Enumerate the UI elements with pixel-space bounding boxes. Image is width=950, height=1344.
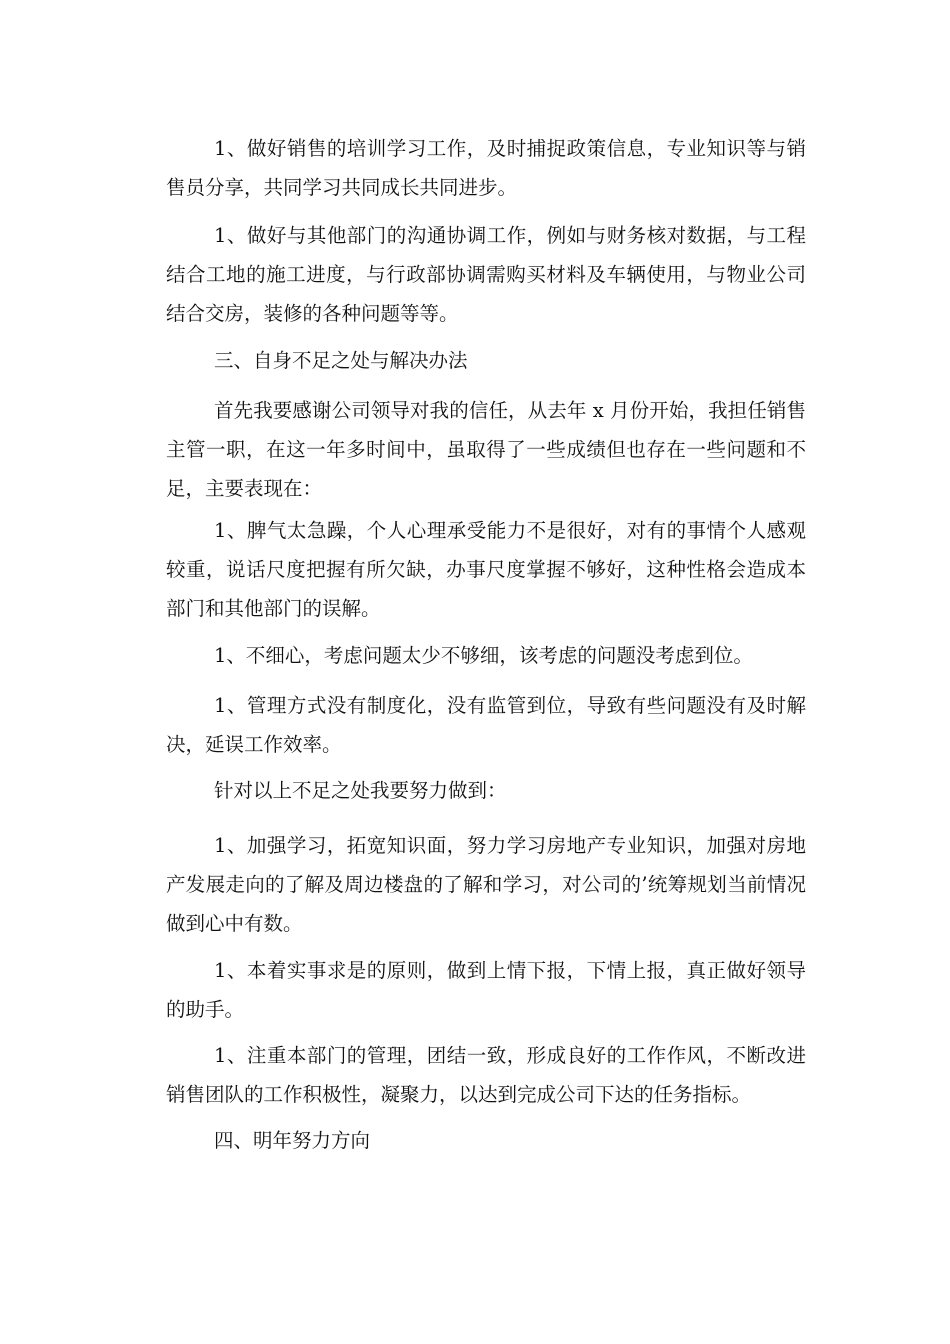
paragraph-improvement-intro: 针对以上不足之处我要努力做到： <box>214 779 507 802</box>
paragraph-department-coordination: 1、做好与其他部门的沟通协调工作，例如与财务核对数据，与工程结合工地的施工进度，与行政部协调需购买材料及车辆使用，与物业公司结合交房，装修的各种问题等等。 <box>166 224 806 325</box>
paragraph-realistic-principle: 1、本着实事求是的原则，做到上情下报，下情上报，真正做好领导的助手。 <box>166 959 806 1021</box>
paragraph-gratitude: 首先我要感谢公司领导对我的信任，从去年 x 月份开始，我担任销售主管一职，在这一年多时间中，虽取得了一些成绩但也存在一些问题和不足，主要表现在： <box>166 399 806 500</box>
section-heading-next-year: 四、明年努力方向 <box>214 1129 371 1152</box>
section-heading-shortcomings: 三、自身不足之处与解决办法 <box>214 349 468 372</box>
paragraph-temper: 1、脾气太急躁，个人心理承受能力不是很好，对有的事情个人感观较重，说话尺度把握有所欠缺，办事尺度掌握不够好，这种性格会造成本部门和其他部门的误解。 <box>166 519 806 620</box>
paragraph-sales-training: 1、做好销售的培训学习工作，及时捕捉政策信息，专业知识等与销售员分享，共同学习共同成长共同进步。 <box>166 137 806 199</box>
paragraph-not-careful: 1、不细心，考虑问题太少不够细，该考虑的问题没考虑到位。 <box>214 644 753 667</box>
paragraph-management: 1、管理方式没有制度化，没有监管到位，导致有些问题没有及时解决，延误工作效率。 <box>166 694 806 756</box>
paragraph-strengthen-learning: 1、加强学习，拓宽知识面，努力学习房地产专业知识，加强对房地产发展走向的了解及周边楼盘的了解和学习，对公司的’统筹规划当前情况做到心中有数。 <box>166 834 806 935</box>
paragraph-department-management: 1、注重本部门的管理，团结一致，形成良好的工作作风，不断改进销售团队的工作积极性，凝聚力，以达到完成公司下达的任务指标。 <box>166 1044 806 1106</box>
